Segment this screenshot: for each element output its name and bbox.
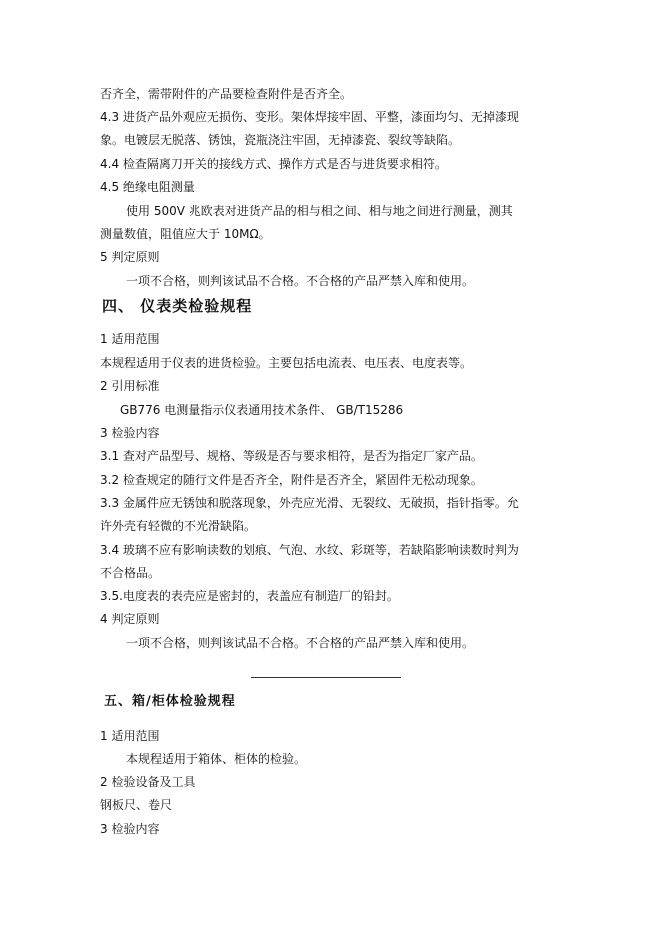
paragraph-line: 测量数值，阻值应大于 10MΩ。 (100, 227, 271, 241)
section-item: 1 适用范围 (100, 729, 160, 743)
paragraph-line: 象。电镀层无脱落、锈蚀，瓷瓶浇注牢固，无掉漆瓷、裂纹等缺陷。 (100, 133, 461, 147)
section-item: 4 判定原则 (100, 612, 160, 626)
paragraph-line: 钢板尺、卷尺 (100, 798, 173, 812)
paragraph-line: 不合格品。 (100, 566, 161, 580)
section-heading: 四、 仪表类检验规程 (102, 297, 253, 315)
paragraph-line: 3.2 检查规定的随行文件是否齐全，附件是否齐全，紧固件无松动现象。 (100, 473, 483, 487)
paragraph-line: 许外壳有轻微的不光滑缺陷。 (100, 519, 257, 533)
paragraph-line: 本规程适用于仪表的进货检验。主要包括电流表、电压表、电度表等。 (100, 356, 473, 370)
section-item: 2 引用标准 (100, 379, 160, 393)
paragraph-line: GB776 电测量指示仪表通用技术条件、 GB/T15286 (120, 403, 404, 417)
paragraph-line: 3.3 金属件应无锈蚀和脱落现象，外壳应光滑、无裂纹、无破损，指针指零。允 (100, 496, 519, 510)
paragraph-line: 3.4 玻璃不应有影响读数的划痕、气泡、水纹、彩斑等，若缺陷影响读数时判为 (100, 543, 519, 557)
paragraph-line: 4.4 检查隔离刀开关的接线方式、操作方式是否与进货要求相符。 (100, 157, 447, 171)
section-item: 2 检验设备及工具 (100, 775, 196, 789)
section-item: 3 检验内容 (100, 822, 160, 836)
paragraph-line: 一项不合格，则判该试品不合格。不合格的产品严禁入库和使用。 (126, 636, 475, 650)
section-heading: 五、箱/柜体检验规程 (104, 694, 236, 709)
paragraph-line: 使用 500V 兆欧表对进货产品的相与相之间、相与地之间进行测量，测其 (126, 204, 513, 218)
paragraph-line: 本规程适用于箱体、柜体的检验。 (126, 752, 307, 766)
section-item: 4.5 绝缘电阻测量 (100, 180, 195, 194)
paragraph-line: 4.3 进货产品外观应无损伤、变形。架体焊接牢固、平整，漆面均匀、无掉漆现 (100, 110, 519, 124)
section-item: 3 检验内容 (100, 426, 160, 440)
paragraph-line: 一项不合格，则判该试品不合格。不合格的产品严禁入库和使用。 (126, 274, 475, 288)
paragraph-line: 3.5.电度表的表壳应是密封的，表盖应有制造厂的铅封。 (100, 589, 399, 603)
section-item: 1 适用范围 (100, 332, 160, 346)
horizontal-divider (251, 677, 401, 678)
paragraph-line: 否齐全，需带附件的产品要检查附件是否齐全。 (100, 87, 353, 101)
section-item: 5 判定原则 (100, 250, 160, 264)
paragraph-line: 3.1 查对产品型号、规格、等级是否与要求相符，是否为指定厂家产品。 (100, 449, 483, 463)
